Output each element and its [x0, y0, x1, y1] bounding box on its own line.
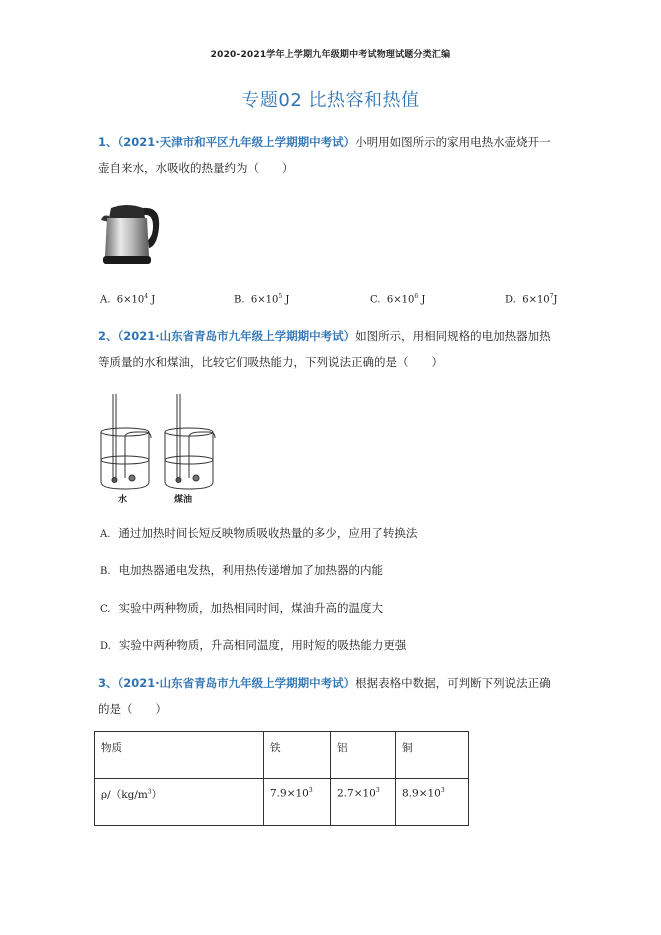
table-row: [95, 779, 469, 826]
question-3-text-1: 根据表格中数据，可判断下列说法正确: [355, 676, 551, 690]
question-3-number: 3、: [98, 676, 118, 690]
table-header-row: [95, 732, 469, 779]
question-3-line2: 的是（ ）: [98, 702, 167, 716]
question-3-source: （2021·山东省青岛市九年级上学期期中考试）: [117, 676, 356, 690]
figure-label-kerosene: 煤油: [174, 495, 193, 505]
question-1: [98, 129, 568, 181]
q2-choice-b[interactable]: B. 电加热器通电发热，利用热传递增加了加热器的内能: [100, 563, 384, 577]
table-cell: $7.9\times 10^3$: [264, 779, 331, 826]
q2-choice-d[interactable]: D. 实验中两种物质，升高相同温度，用时短的吸热能力更强: [100, 638, 407, 652]
page-header: 2020-2021学年上学期九年级期中考试物理试题分类汇编: [210, 50, 451, 60]
question-2: [98, 323, 568, 375]
question-1-line1: [98, 129, 568, 155]
q1-option-b[interactable]: B. $6\times 10^5$ J: [234, 293, 290, 306]
q1-option-a[interactable]: A. $6\times 10^4$ J: [100, 293, 156, 306]
q2-choice-c[interactable]: C. 实验中两种物质，加热相同时间，煤油升高的温度大: [100, 601, 383, 615]
question-1-source: （2021·天津市和平区九年级上学期期中考试）: [117, 135, 356, 149]
question-2-line1: [98, 323, 568, 349]
table-header-cell: 铜: [396, 732, 469, 779]
question-1-text-1: 小明用如图所示的家用电热水壶烧开一: [355, 135, 551, 149]
question-1-line2: 壶自来水，水吸收的热量约为（ ）: [98, 161, 294, 175]
table-header-cell: 铝: [331, 732, 396, 779]
table-header-cell: 铁: [264, 732, 331, 779]
question-3-line1: [98, 670, 568, 696]
question-2-line2: 等质量的水和煤油，比较它们吸热能力，下列说法正确的是（ ）: [98, 355, 443, 369]
question-2-number: 2、: [98, 329, 118, 343]
q1-option-d[interactable]: D. $6\times 10^7J$: [505, 293, 558, 306]
q1-option-c[interactable]: C. $6\times 10^6$ J: [370, 293, 426, 306]
page-title: 专题02 比热容和热值: [241, 90, 420, 111]
figure-label-water: 水: [118, 495, 128, 505]
kettle-figure: [99, 198, 163, 268]
question-2-text-1: 如图所示，用相同规格的电加热器加热: [355, 329, 551, 343]
table-cell: $2.7\times 10^3$: [331, 779, 396, 826]
question-3: [98, 670, 568, 722]
table-row-label: $\rho/(kg/m^3)$: [95, 779, 264, 826]
question-2-source: （2021·山东省青岛市九年级上学期期中考试）: [117, 329, 356, 343]
table-header-cell: 物质: [95, 732, 264, 779]
q2-choice-a[interactable]: A. 通过加热时间长短反映物质吸收热量的多少，应用了转换法: [100, 526, 418, 540]
table-cell: $8.9\times 10^3$: [396, 779, 469, 826]
beaker-experiment-figure: [95, 392, 220, 510]
question-1-number: 1、: [98, 135, 118, 149]
density-table: [94, 731, 469, 826]
